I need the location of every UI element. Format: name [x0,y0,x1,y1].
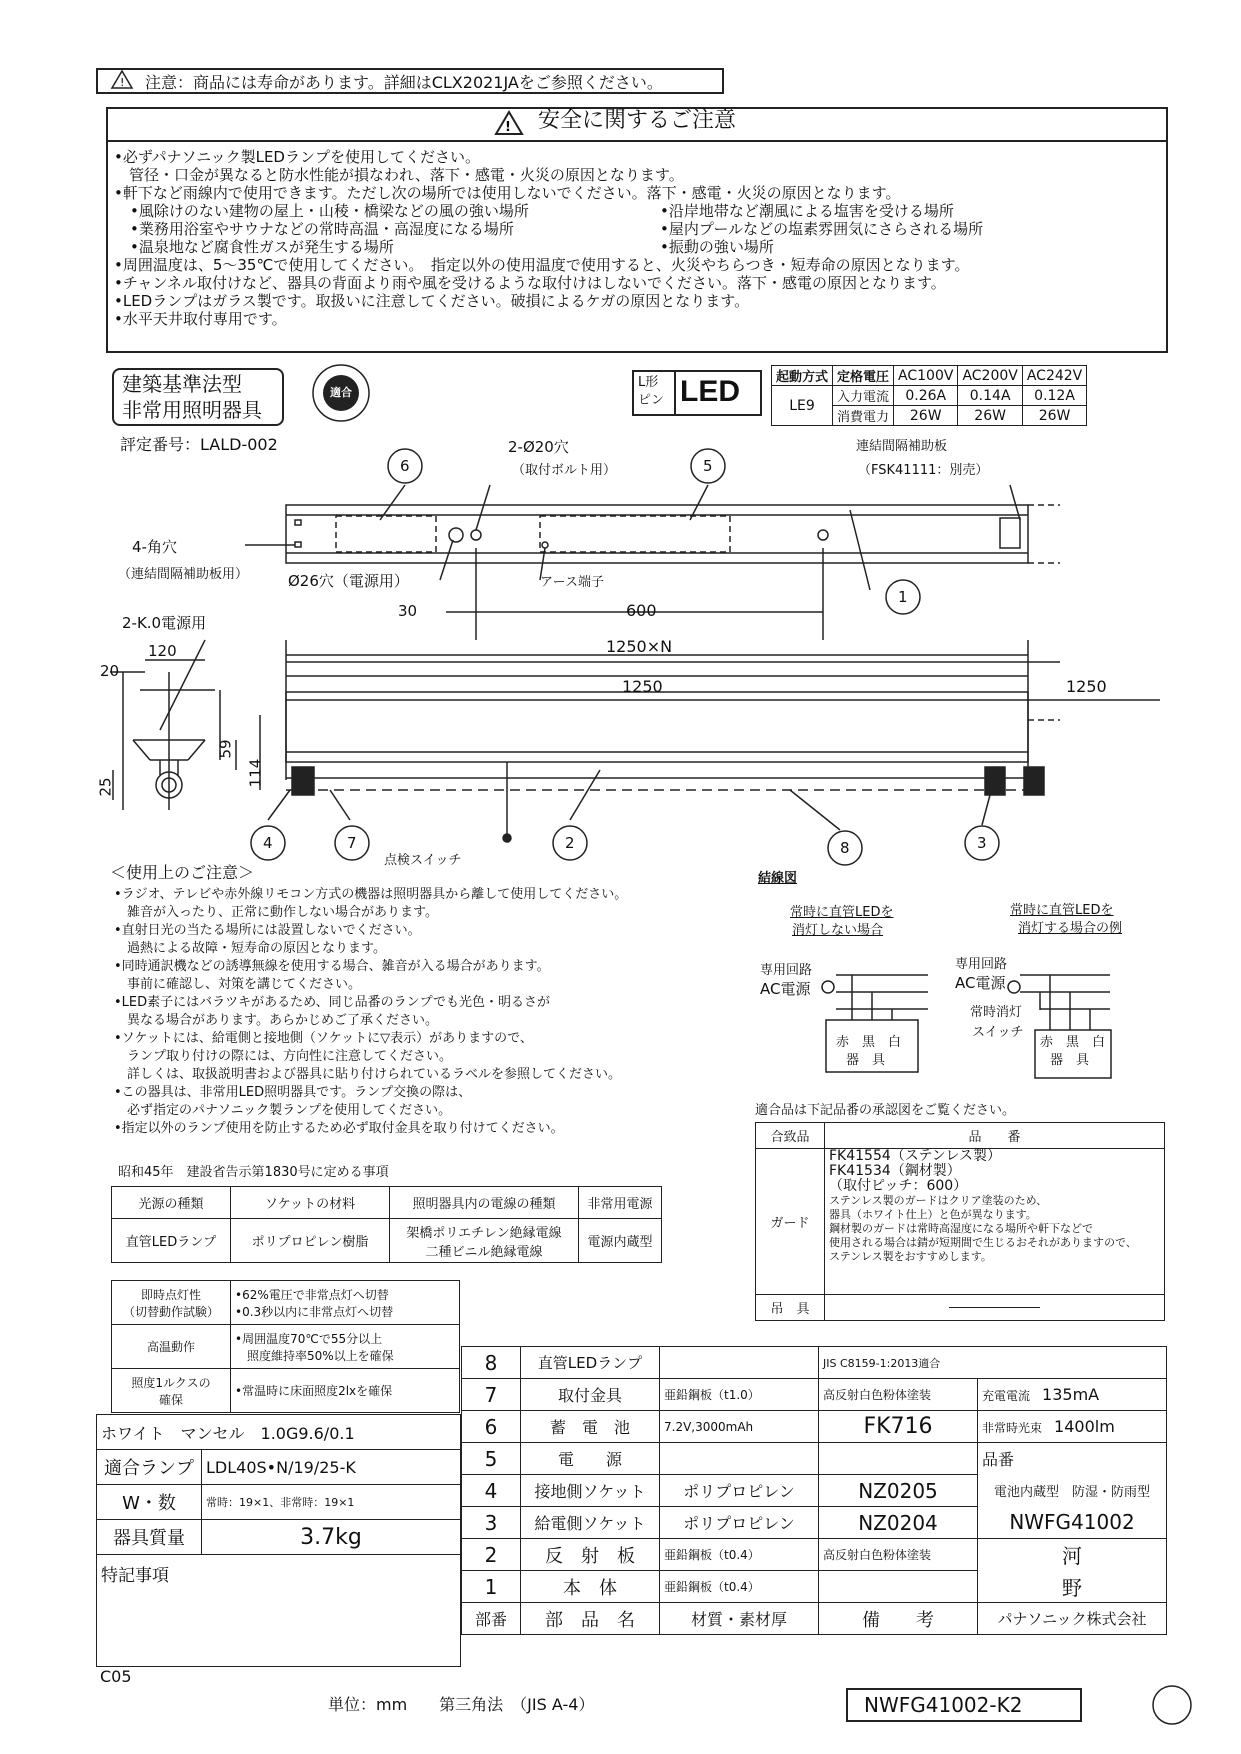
spec-cell: 26W [894,406,958,426]
usage-title: ＜使用上のご注意＞ [110,863,255,882]
safety-line: 管径・口金が異なると防水性能が損なわれ、落下・感電・火災の原因となります。 [114,166,684,184]
sign2: 野 [978,1571,1167,1603]
dim-120: 120 [148,642,177,660]
callout-num: 7 [347,834,357,852]
part-material: ポリプロピレン [660,1507,819,1539]
guard-item: FK41534（鋼材製） [829,1163,961,1179]
place-right: •振動の強い場所 [660,238,774,256]
place-right: •屋内プールなどの塩素雰囲気にさらされる場所 [660,220,984,238]
guard-item: （取付ピッチ：600） [829,1178,968,1194]
part-material: 亜鉛鋼板（t0.4） [660,1539,819,1571]
part-note: JIS C8159-1:2013適合 [819,1347,1167,1379]
guard-table [755,1122,1165,1321]
showa-head: 照明器具内の電線の種類 [390,1187,579,1219]
place-left: •風除けのない建物の屋上・山稜・橋梁などの風の強い場所 [130,202,529,220]
info-label: W・数 [97,1485,202,1520]
spec-cell: 26W [958,406,1022,426]
part-name: 取付金具 [521,1379,660,1411]
safety-line: •チャンネル取付けなど、器具の背面より雨や風を受けるような取付けはしないでください。落下・感電の原因となります。 [114,274,946,292]
guard-head: 品 番 [825,1123,1165,1149]
footer-unit: 単位：mm 第三角法 （JIS A-4） [328,1695,595,1714]
callouts [251,449,999,865]
parts-header: 備 考 [819,1603,978,1635]
part-no: 4 [462,1475,521,1507]
wiring-colors: 赤 黒 白 [1040,1035,1106,1050]
hole20-b [818,530,828,540]
flux-value: 1400lm [1054,1417,1115,1436]
body-top-view [286,505,1028,563]
place-left: •温泉地など腐食性ガスが発生する場所 [130,238,394,256]
flux-label: 非常時光束 [982,1421,1043,1435]
spec-header: AC242V [1022,366,1086,386]
wiring-fixture: 器 具 [846,1053,886,1068]
usage-line: 異なる場合があります。あらかじめご了承ください。 [114,1013,438,1028]
usage-line: •ラジオ、テレビや赤外線リモコン方式の機器は照明器具から離して使用してください。 [114,887,628,902]
part-no: 1 [462,1571,521,1603]
part-material: 7.2V,3000mAh [660,1411,819,1443]
guard-row-label: ガード [756,1149,825,1295]
guard-note: 使用される場合は錆が短期間で生じるおそれがありますので、 [829,1236,1137,1249]
part-name: 電 源 [521,1443,660,1475]
callout-num: 4 [263,834,273,852]
showa-head: ソケットの材料 [231,1187,390,1219]
safety-mark: ! [505,120,511,135]
wiring-ac: AC電源 [760,980,811,998]
usage-line: •直射日光の当たる場所には設置しないでください。 [114,923,421,938]
model-label: 品番 [978,1443,1167,1475]
led-badge-divider [674,370,676,416]
part-name: 直管LEDランプ [521,1347,660,1379]
guard-hang: 吊 具 [756,1295,825,1321]
perf-label: 高温動作 [112,1325,231,1369]
knock-label: 2-K.0電源用 [122,614,207,632]
hole26-label: Ø26穴（電源用） [288,572,409,590]
part-name: 蓄 電 池 [521,1411,660,1443]
place-left: •業務用浴室やサウナなどの常時高温・高湿度になる場所 [130,220,514,238]
part-no: 2 [462,1539,521,1571]
spec-cell: 0.26A [894,386,958,406]
part-note: FK716 [819,1411,978,1443]
hole20-a [471,530,481,540]
square-sub: （連結間隔補助板用） [118,567,249,582]
part-material: 亜鉛鋼板（t1.0） [660,1379,819,1411]
part-note: NZ0204 [819,1507,978,1539]
usage-line: •同時通訳機などの誘導無線を使用する場合、雑音が入る場合があります。 [114,959,550,974]
dim-30: 30 [398,602,418,620]
spec-header: AC200V [958,366,1022,386]
cert-number: 評定番号：LALD-002 [120,435,278,454]
guard-note: 鋼材製のガードは常時高湿度になる場所や軒下などで [829,1222,1093,1235]
guard-head: 合致品 [756,1123,825,1149]
wiring-ac: AC電源 [955,974,1006,992]
plate-label: 連結間隔補助板 [856,439,948,454]
part-no: 3 [462,1507,521,1539]
dim-1250N: 1250×N [606,637,673,656]
earth-label: アース端子 [540,575,604,590]
wiring-circuit: 専用回路 [760,963,813,978]
info-value: LDL40S•N/19/25-K [202,1450,461,1485]
guard-item: FK41554（ステンレス製） [829,1148,1002,1164]
sign1: 河 [978,1539,1167,1571]
spec-start: LE9 [772,386,833,426]
wiring-fixture: 器 具 [1050,1053,1090,1068]
inspection-switch [503,834,511,842]
safety-line: •LEDランプはガラス製です。取扱いに注意してください。破損によるケガの原因となります。 [114,292,750,310]
info-label: 器具質量 [97,1520,202,1555]
showa-table [111,1186,662,1263]
callout-num: 6 [400,457,410,475]
footer-code: C05 [100,1667,132,1686]
wiring-right-title: 消灯する場合の例 [1018,921,1123,936]
showa-head: 非常用電源 [579,1187,662,1219]
callout-num: 2 [565,834,575,852]
hole20-sub: （取付ボルト用） [512,463,617,478]
cert-label2: 非常用照明器具 [122,398,262,422]
dim-25: 25 [96,777,115,797]
spec-header: 定格電圧 [833,366,894,386]
part-material: ポリプロピレン [660,1475,819,1507]
place-right: •沿岸地帯など潮風による塩害を受ける場所 [660,202,954,220]
info-label: 適合ランプ [97,1450,202,1485]
perf-label: 即時点灯性 （切替動作試験） [112,1281,231,1325]
usage-line: •この器具は、非常用LED照明器具です。ランプ交換の際は、 [114,1085,472,1100]
showa-cell: 架橋ポリエチレン絶縁電線 二種ビニル絶縁電線 [390,1219,579,1263]
dim-114: 114 [246,758,265,788]
dim-20: 20 [100,662,120,680]
perf-value: •常温時に床面照度2lxを確保 [231,1369,460,1413]
warning-mark: ! [120,76,125,89]
square-label: 4-角穴 [132,538,177,556]
spec-row-label: 入力電流 [833,386,894,406]
drawing-no: NWFG41002-K2 [864,1693,1023,1717]
usage-line: •指定以外のランプ使用を防止するため必ず取付金具を取り付けてください。 [114,1121,564,1136]
parts-header: 部番 [462,1603,521,1635]
led-logo: LED [680,375,740,408]
showa-head: 光源の種類 [112,1187,231,1219]
model: NWFG41002 [978,1507,1167,1539]
parts-header: 部 品 名 [521,1603,660,1635]
guard-note: ステンレス製のガードはクリア塗装のため、 [829,1194,1048,1207]
guard-note: ステンレス製をおすすめします。 [829,1250,992,1263]
perf-value: •周囲温度70℃で55分以上 照度維持率50%以上を確保 [231,1325,460,1369]
top-warning-text: 注意：商品には寿命があります。詳細はCLX2021JAをご参照ください。 [145,73,663,92]
socket-ground [985,767,1005,795]
safety-line: •必ずパナソニック製LEDランプを使用してください。 [114,148,480,166]
part-note [819,1443,978,1475]
spec-header: 起動方式 [772,366,833,386]
safety-line: •軒下など雨線内で使用できます。ただし次の場所では使用しないでください。落下・感電・火災の原因となります。 [114,184,901,202]
led-type: L形 ピン [638,375,665,408]
guard-hang-value: ――――――― [825,1295,1165,1321]
side-view [110,640,260,810]
perf-label: 照度1ルクスの 確保 [112,1369,231,1413]
spec-row-label: 消費電力 [833,406,894,426]
part-note: 高反射白色粉体塗装 [819,1539,978,1571]
callout-num: 3 [977,834,987,852]
perf-value: •62%電圧で非常点灯へ切替 •0.3秒以内に非常点灯へ切替 [231,1281,460,1325]
company: パナソニック株式会社 [978,1603,1167,1635]
parts-table [461,1346,1167,1635]
info-cell: 特記事項 [97,1555,461,1667]
hole26 [449,528,463,542]
callout-num: 8 [840,839,850,857]
usage-line: 雑音が入ったり、正常に動作しない場合があります。 [114,905,438,920]
part-note: NZ0205 [819,1475,978,1507]
part-name: 反 射 板 [521,1539,660,1571]
charge-label: 充電電流 [982,1389,1031,1403]
front-view [268,637,1160,842]
switch-label: 点検スイッチ [384,853,462,868]
info-value: 3.7kg [202,1520,461,1555]
showa-cell: 電源内蔵型 [579,1219,662,1263]
safety-title: 安全に関するご注意 [538,108,737,133]
wiring-right-title: 常時に直管LEDを [1010,903,1114,918]
showa-cell: ポリプロピレン樹脂 [231,1219,390,1263]
spec-cell: 0.14A [958,386,1022,406]
wiring-switch-label: 常時消灯 [970,1005,1023,1020]
usage-line: 必ず指定のパナソニック製ランプを使用してください。 [114,1103,452,1118]
usage-line: 詳しくは、取扱説明書および器具に貼り付けられているラベルを参照してください。 [114,1067,622,1082]
plate-sub: （FSK41111：別売） [858,463,989,478]
spec-table [771,365,1087,426]
usage-line: 過熱による故障・短寿命の原因となります。 [114,941,386,956]
seal-text: 適合 [330,386,352,399]
safety-line: •水平天井取付専用です。 [114,310,287,328]
part-name: 本 体 [521,1571,660,1603]
part-material [660,1347,819,1379]
wiring-left-title: 常時に直管LEDを [790,905,894,920]
guard-intro: 適合品は下記品番の承認図をご覧ください。 [755,1103,1016,1118]
usage-line: •LED素子にはバラツキがあるため、同じ品番のランプでも光色・明るさが [114,995,551,1010]
wiring-colors: 赤 黒 白 [836,1035,902,1050]
hole20-label: 2-Ø20穴 [508,438,569,456]
part-no: 7 [462,1379,521,1411]
spec-cell: 26W [1022,406,1086,426]
left-info-table [96,1414,461,1667]
part-material: 亜鉛鋼板（t0.4） [660,1571,819,1603]
part-no: 8 [462,1347,521,1379]
part-note [819,1571,978,1603]
showa-title: 昭和45年 建設省告示第1830号に定める事項 [118,1165,389,1180]
usage-line: •ソケットには、給電側と接地側（ソケットに▽表示）がありますので、 [114,1031,533,1046]
usage-line: 事前に確認し、対策を講じてください。 [114,977,362,992]
spec-header: AC100V [894,366,958,386]
wiring-title: 結線図 [758,871,798,886]
info-cell: ホワイト マンセル 1.0G9.6/0.1 [97,1415,461,1450]
model-desc: 電池内蔵型 防湿・防雨型 [978,1475,1167,1507]
safety-line: •周囲温度は、5〜35℃で使用してください。 指定以外の使用温度で使用すると、火災やちらつき・短寿命の原因となります。 [114,256,970,274]
part-material [660,1443,819,1475]
showa-cell: 直管LEDランプ [112,1219,231,1263]
parts-header: 材質・素材厚 [660,1603,819,1635]
part-name: 接地側ソケット [521,1475,660,1507]
wiring-left-title: 消灯しない場合 [792,923,884,938]
perf-table [111,1280,460,1413]
part-no: 6 [462,1411,521,1443]
cert-label1: 建築基準法型 [122,372,242,396]
charge-value: 135mA [1042,1385,1100,1404]
callout-num: 5 [703,457,713,475]
wiring-circuit: 専用回路 [955,957,1008,972]
dim-1250b: 1250 [1066,677,1107,696]
spec-cell: 0.12A [1022,386,1086,406]
part-name: 給電側ソケット [521,1507,660,1539]
guard-note: 器具（ホワイト仕上）と色が異なります。 [829,1208,1037,1221]
socket-supply [292,767,314,795]
dim-600: 600 [626,601,657,620]
part-note: 高反射白色粉体塗装 [819,1379,978,1411]
info-value: 常時：19×1、非常時：19×1 [202,1485,461,1520]
dim-1250: 1250 [622,677,663,696]
callout-num: 1 [898,588,908,606]
safety-divider [106,140,1168,142]
part-no: 5 [462,1443,521,1475]
wiring-switch-label: スイッチ [972,1025,1024,1040]
usage-line: ランプ取り付けの際には、方向性に注意してください。 [114,1049,453,1064]
footer-circle [1153,1686,1191,1724]
dim-59: 59 [216,739,235,759]
